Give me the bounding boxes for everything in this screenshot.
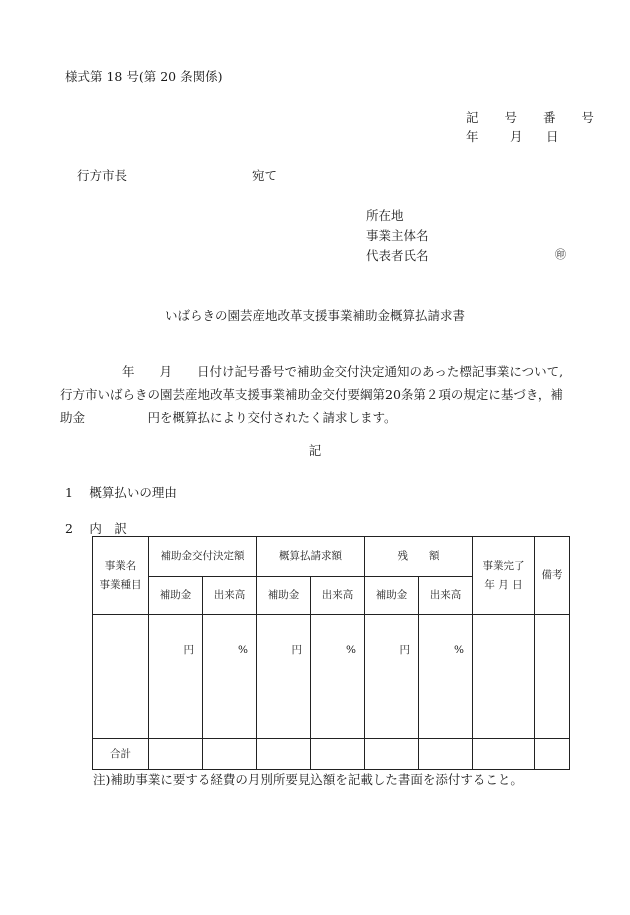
breakdown-table xyxy=(92,536,570,770)
total-cell-2 xyxy=(203,739,257,770)
date-year: 年 xyxy=(466,129,479,144)
document-title: いばらきの園芸産地改革支援事業補助金概算払請求書 xyxy=(164,308,465,323)
cell-project xyxy=(93,615,149,739)
body-paragraph xyxy=(60,360,580,429)
body-line-2: 行方市いばらきの園芸産地改革支援事業補助金交付要綱第20条第２項の規定に基づき，補 xyxy=(60,387,563,402)
header-advance-claim: 概算払請求額 xyxy=(257,537,365,577)
section-2-heading: 2 内 訳 xyxy=(65,521,127,536)
total-label: 合計 xyxy=(93,739,149,770)
header-grant-decision: 補助金交付決定額 xyxy=(149,537,257,577)
total-cell-6 xyxy=(419,739,473,770)
header-project xyxy=(93,537,149,615)
ki-heading: 記 xyxy=(308,443,322,458)
cell-output-pct-1: % xyxy=(203,615,257,739)
seal-mark: ㊞ xyxy=(555,248,566,261)
subheader-output-1: 出来高 xyxy=(203,577,257,615)
date-line xyxy=(466,127,559,145)
subheader-output-2: 出来高 xyxy=(311,577,365,615)
addressee-suffix: 宛て xyxy=(252,168,278,183)
header-completion xyxy=(473,537,535,615)
cell-grant-yen-3: 円 xyxy=(365,615,419,739)
subheader-output-3: 出来高 xyxy=(419,577,473,615)
subheader-grant-3: 補助金 xyxy=(365,577,419,615)
header-completion-date: 年 月 日 xyxy=(484,578,523,591)
footnote: 注)補助事業に要する経費の月別所要見込額を記載した書面を添付すること。 xyxy=(93,772,523,787)
total-cell-5 xyxy=(365,739,419,770)
reference-number-label: 記 号 番 号 xyxy=(466,110,605,125)
date-month: 月 xyxy=(510,129,523,144)
location-label: 所在地 xyxy=(366,208,404,223)
total-cell-4 xyxy=(311,739,365,770)
body-line-3: 助金 円を概算払により交付されたく請求します。 xyxy=(60,410,397,425)
header-remarks: 備考 xyxy=(535,537,570,615)
cell-remarks xyxy=(535,615,570,739)
header-project-name: 事業名 xyxy=(104,559,137,572)
form-number: 様式第 18 号(第 20 条関係) xyxy=(65,69,223,84)
cell-grant-yen-1: 円 xyxy=(149,615,203,739)
body-line-1: 年 月 日付け記号番号で補助金交付決定通知のあった標記事業について, xyxy=(122,364,564,379)
total-cell-3 xyxy=(257,739,311,770)
cell-output-pct-3: % xyxy=(419,615,473,739)
subheader-grant-2: 補助金 xyxy=(257,577,311,615)
cell-grant-yen-2: 円 xyxy=(257,615,311,739)
header-project-type: 事業種目 xyxy=(99,578,142,591)
cell-output-pct-2: % xyxy=(311,615,365,739)
total-cell-7 xyxy=(473,739,535,770)
header-completion-label: 事業完了 xyxy=(482,559,525,572)
cell-completion xyxy=(473,615,535,739)
section-1-heading: 1 概算払いの理由 xyxy=(65,485,177,500)
header-remaining: 残 額 xyxy=(365,537,473,577)
entity-name-label: 事業主体名 xyxy=(366,228,429,243)
date-day: 日 xyxy=(546,129,559,144)
total-cell-1 xyxy=(149,739,203,770)
representative-name-label: 代表者氏名 xyxy=(366,248,429,263)
total-cell-8 xyxy=(535,739,570,770)
addressee: 行方市長 xyxy=(77,168,128,183)
subheader-grant-1: 補助金 xyxy=(149,577,203,615)
